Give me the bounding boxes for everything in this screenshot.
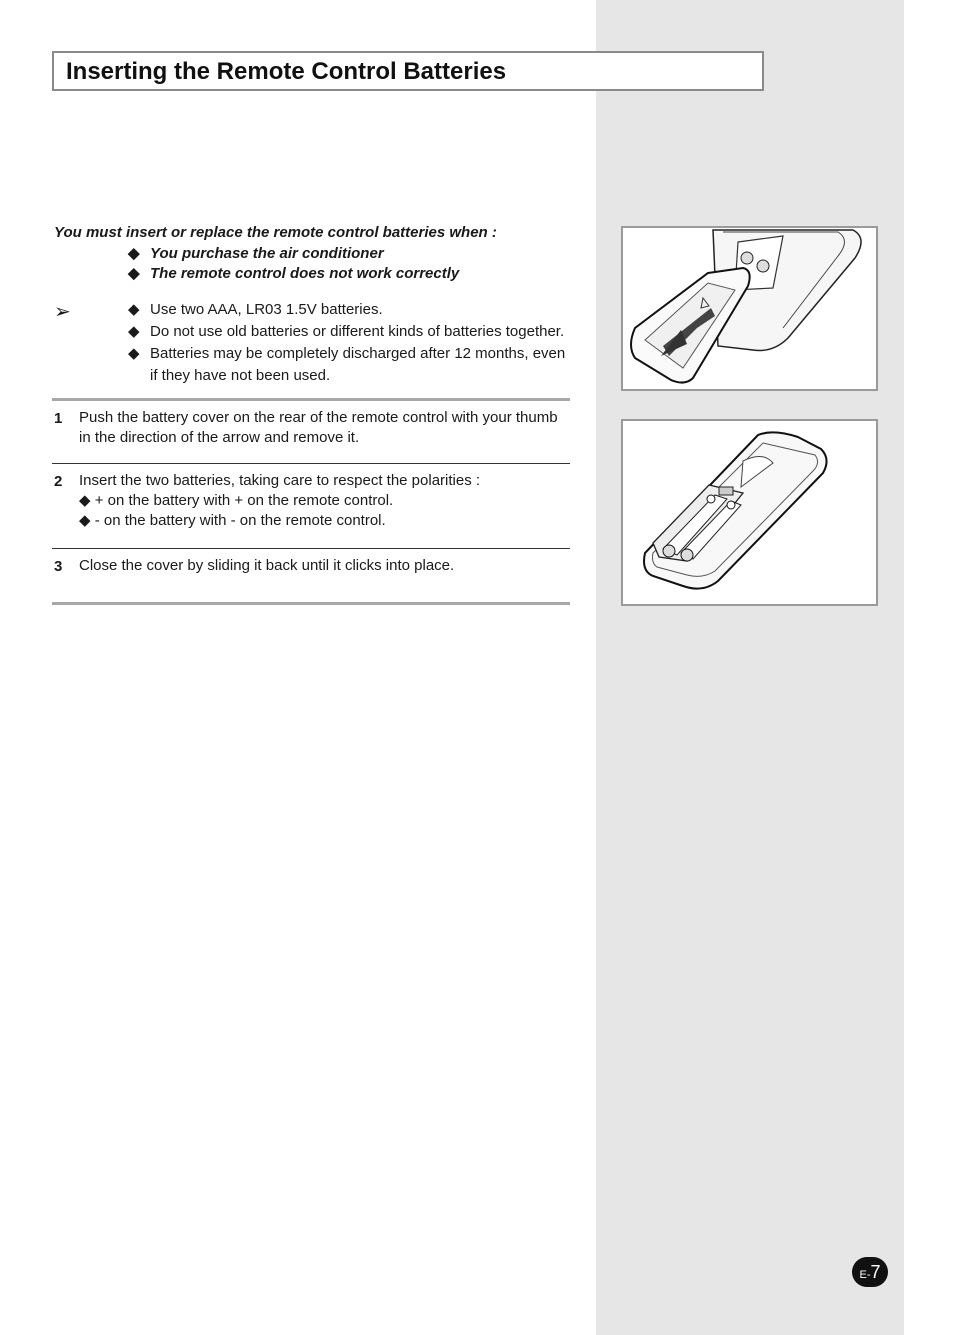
- diamond-bullet-icon: ◆: [128, 245, 140, 262]
- step-text: Close the cover by sliding it back until it clicks into place.: [79, 557, 455, 574]
- polarity-item: ◆ - on the battery with - on the remote control.: [79, 512, 386, 529]
- step-text: Push the battery cover on the rear of the remote control with your thumb in the direction of the arrow and remove it.: [79, 409, 558, 446]
- note-arrow-icon: ➢: [54, 301, 71, 323]
- divider: [52, 398, 570, 401]
- page-title: Inserting the Remote Control Batteries: [66, 58, 507, 85]
- step-number: 3: [54, 558, 63, 575]
- title-box: [52, 51, 764, 91]
- divider: [52, 463, 570, 464]
- remote-cover-illustration-icon: [623, 228, 876, 389]
- intro-text: You must insert or replace the remote control batteries when :: [54, 224, 497, 241]
- diamond-bullet-icon: ◆: [128, 265, 140, 282]
- page-number-badge: E-7: [852, 1257, 888, 1287]
- polarity-item: ◆ + on the battery with + on the remote control.: [79, 492, 394, 509]
- note-item: ◆ Batteries may be completely discharged after 12 months, even if they have not been used.: [128, 345, 566, 384]
- diamond-bullet-icon: ◆: [128, 301, 140, 318]
- divider: [52, 548, 570, 549]
- side-panel: [596, 0, 904, 1335]
- step-number: 1: [54, 410, 63, 427]
- condition-item: ◆ The remote control does not work correctly: [128, 265, 460, 282]
- diamond-bullet-icon: ◆: [128, 345, 140, 362]
- step-text: Insert the two batteries, taking care to respect the polarities :: [79, 472, 481, 489]
- note-item: ◆ Use two AAA, LR03 1.5V batteries.: [128, 301, 383, 318]
- condition-item: ◆ You purchase the air conditioner: [128, 245, 384, 262]
- remote-batteries-illustration-icon: [623, 421, 876, 604]
- figure-remove-cover: [621, 226, 878, 391]
- divider: [52, 602, 570, 605]
- diamond-bullet-icon: ◆: [128, 323, 140, 340]
- note-item: ◆ Do not use old batteries or different kinds of batteries together.: [128, 323, 565, 340]
- figure-insert-batteries: [621, 419, 878, 606]
- step-number: 2: [54, 473, 63, 490]
